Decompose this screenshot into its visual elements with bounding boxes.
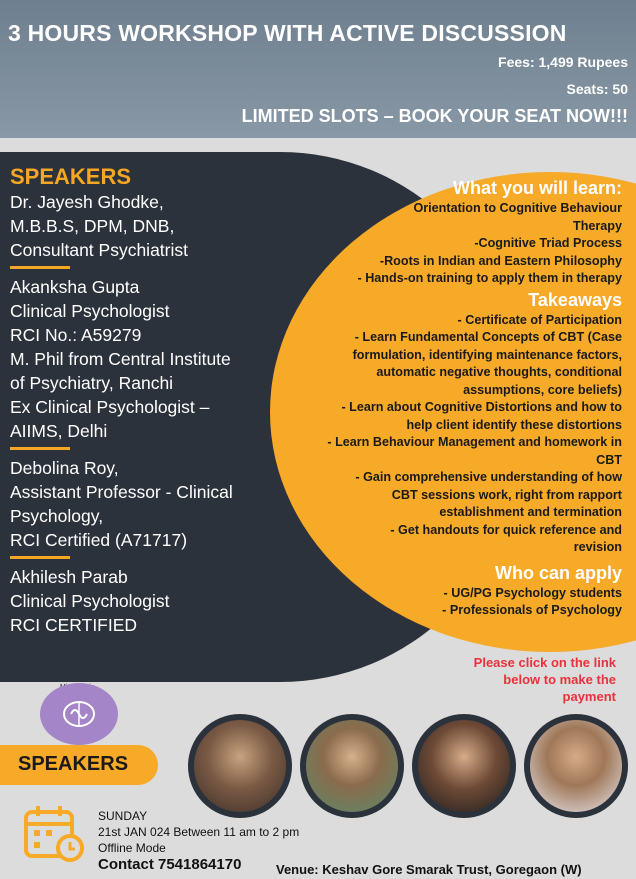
header-banner (0, 0, 636, 138)
takeaway-item: - Learn about Cognitive Distortions and how to help client identify these distortions (341, 400, 622, 432)
speakers-section (10, 164, 280, 637)
apply-heading: Who can apply (494, 562, 622, 583)
seats-text: Seats: 50 (566, 81, 628, 97)
speakers-badge (0, 745, 158, 785)
speaker-photo-jayesh (188, 714, 292, 818)
takeaway-item: - Gain comprehensive understanding of how CBT sessions work, right from rapport establishment and termination (355, 470, 622, 519)
speaker-divider (10, 556, 70, 559)
learn-heading: What you will learn: (452, 178, 622, 198)
workshop-title: 3 HOURS WORKSHOP WITH ACTIVE DISCUSSION (8, 20, 567, 46)
workshop-details (272, 176, 622, 620)
speakers-badge-label: SPEAKERS (18, 753, 129, 775)
event-mode: Offline Mode (98, 841, 166, 855)
contact-number[interactable]: Contact 7541864170 (98, 856, 242, 873)
takeaways-heading: Takeaways (528, 289, 622, 310)
takeaway-item: - Get handouts for quick reference and revision (390, 522, 622, 554)
venue-text: Venue: Keshav Gore Smarak Trust, Goregaon (W) (276, 862, 582, 877)
speaker-debolina: Debolina Roy, Assistant Professor - Clinical Psychology, RCI Certified (A71717) (10, 458, 233, 550)
calendar-icon (22, 802, 86, 864)
speaker-photo-akhilesh (524, 714, 628, 818)
learn-item: - Hands-on training to apply them in therapy (357, 271, 622, 285)
event-date-time: 21st JAN 024 Between 11 am to 2 pm (98, 825, 300, 839)
learn-item: Orientation to Cognitive Behaviour Therapy (413, 201, 622, 233)
learn-item: -Cognitive Triad Process (474, 236, 622, 250)
event-date-block (98, 808, 299, 856)
takeaway-item: - Learn Fundamental Concepts of CBT (Case formulation, identifying maintenance factors, automatic negative thoughts, conditional assumptions, core beliefs) (352, 330, 622, 397)
speaker-divider (10, 447, 70, 450)
takeaway-item: - Learn Behaviour Management and homework in CBT (327, 435, 622, 467)
event-day: SUNDAY (98, 809, 148, 823)
brain-icon (59, 697, 99, 731)
mind-clinic-logo (40, 683, 118, 745)
apply-item: - UG/PG Psychology students (443, 585, 622, 600)
speaker-photo-debolina (412, 714, 516, 818)
speakers-heading: SPEAKERS (10, 164, 132, 189)
speaker-jayesh: Dr. Jayesh Ghodke, M.B.B.S, DPM, DNB, Consultant Psychiatrist (10, 192, 188, 260)
fees-text: Fees: 1,499 Rupees (498, 54, 628, 70)
learn-item: -Roots in Indian and Eastern Philosophy (379, 253, 622, 268)
takeaway-item: - Certificate of Participation (457, 312, 622, 327)
speaker-photo-akanksha (300, 714, 404, 818)
speaker-akhilesh: Akhilesh Parab Clinical Psychologist RCI CERTIFIED (10, 567, 170, 635)
payment-note[interactable]: Please click on the link below to make the payment (473, 655, 616, 704)
speaker-divider (10, 266, 70, 269)
speaker-akanksha: Akanksha Gupta Clinical Psychologist RCI No.: A59279 M. Phil from Central Institute of Psychiatry, Ranchi Ex Clinical Psychologist – AIIMS, Delhi (10, 277, 231, 441)
apply-item: - Professionals of Psychology (442, 603, 622, 617)
book-seat-cta: LIMITED SLOTS – BOOK YOUR SEAT NOW!!! (241, 106, 628, 126)
